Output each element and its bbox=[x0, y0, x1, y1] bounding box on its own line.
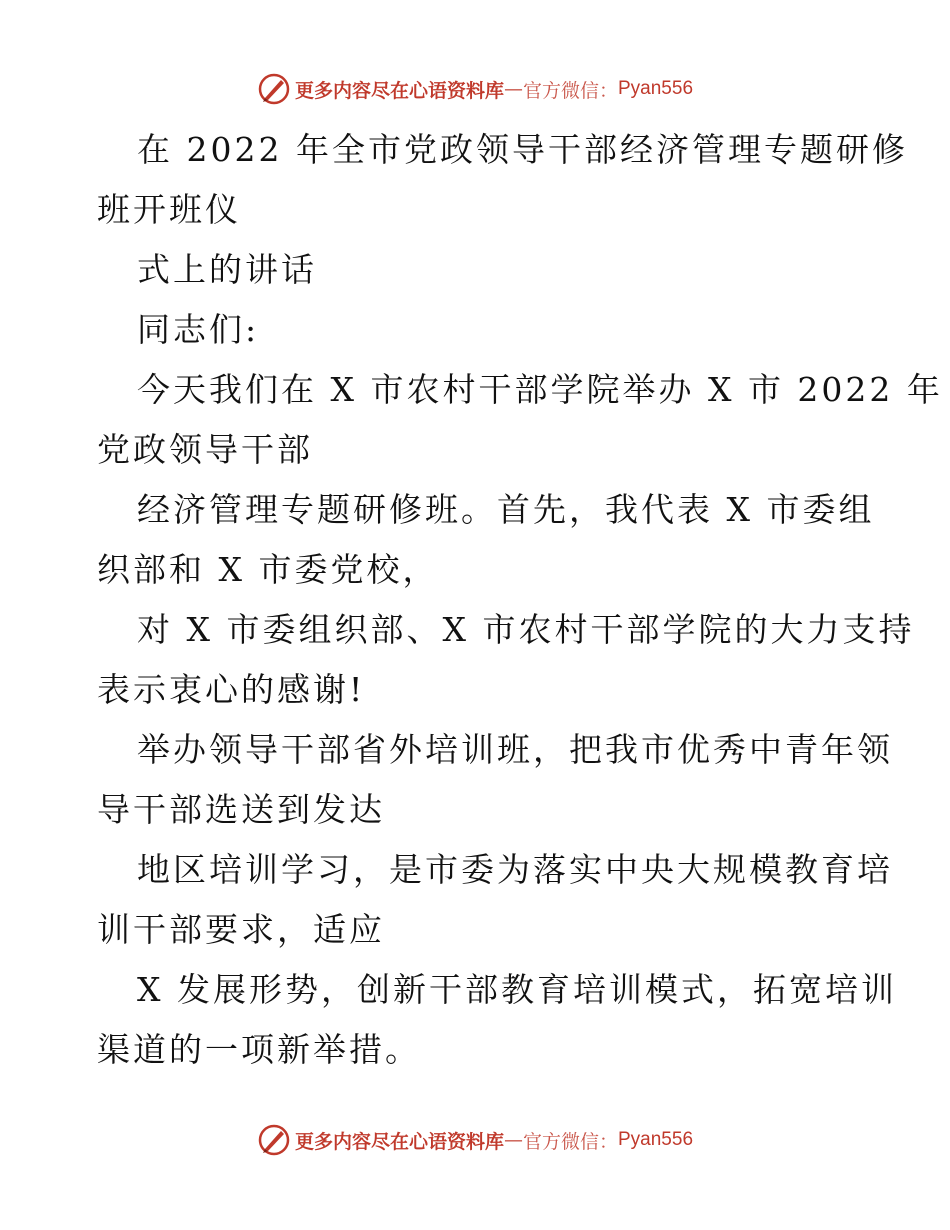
body-line: 训干部要求，适应 bbox=[97, 910, 385, 949]
title-line-3: 式上的讲话 bbox=[137, 250, 317, 289]
pen-logo-icon bbox=[257, 72, 291, 106]
body-paragraph bbox=[97, 720, 893, 840]
salutation-line: 同志们: bbox=[137, 310, 260, 349]
watermark-label: 官方微信： bbox=[522, 79, 618, 102]
footer-watermark bbox=[0, 1120, 950, 1160]
salutation bbox=[97, 300, 867, 360]
body-line: 经济管理专题研修班。首先，我代表 X 市委组 bbox=[137, 490, 875, 529]
watermark-wechat-id: Pyan556 bbox=[618, 1129, 694, 1150]
body-line: 织部和 X 市委党校， bbox=[97, 550, 439, 589]
watermark-brand: 更多内容尽在心语资料库 bbox=[294, 1130, 504, 1153]
body-line: 地区培训学习，是市委为落实中央大规模教育培 bbox=[137, 850, 893, 889]
body-line: 渠道的一项新举措。 bbox=[97, 1030, 421, 1069]
watermark-label: 官方微信： bbox=[522, 1130, 618, 1153]
body-line: 举办领导干部省外培训班，把我市优秀中青年领 bbox=[137, 730, 893, 769]
body-paragraph bbox=[97, 360, 943, 480]
body-line: X 发展形势，创新干部教育培训模式，拓宽培训 bbox=[137, 970, 897, 1009]
body-paragraph bbox=[97, 960, 897, 1080]
body-paragraph bbox=[97, 480, 875, 600]
header-watermark bbox=[0, 69, 950, 109]
body-line: 党政领导干部 bbox=[97, 430, 313, 469]
document-body bbox=[97, 120, 943, 1080]
title-line-2: 班开班仪 bbox=[97, 190, 241, 229]
title-continuation bbox=[97, 240, 867, 300]
body-paragraph bbox=[97, 600, 915, 720]
body-line: 导干部选送到发达 bbox=[97, 790, 385, 829]
watermark-wechat-id: Pyan556 bbox=[618, 78, 694, 99]
body-line: 表示衷心的感谢! bbox=[97, 670, 366, 709]
title-line-1: 在 2022 年全市党政领导干部经济管理专题研修 bbox=[137, 130, 908, 169]
watermark-dash: — bbox=[503, 1129, 523, 1151]
watermark-dash: — bbox=[503, 78, 523, 100]
pen-logo-icon bbox=[257, 1123, 291, 1157]
body-line: 今天我们在 X 市农村干部学院举办 X 市 2022 年 bbox=[137, 370, 943, 409]
body-paragraph bbox=[97, 840, 893, 960]
watermark-brand: 更多内容尽在心语资料库 bbox=[294, 79, 504, 102]
title-paragraph bbox=[97, 120, 908, 240]
body-line: 对 X 市委组织部、X 市农村干部学院的大力支持 bbox=[137, 610, 915, 649]
